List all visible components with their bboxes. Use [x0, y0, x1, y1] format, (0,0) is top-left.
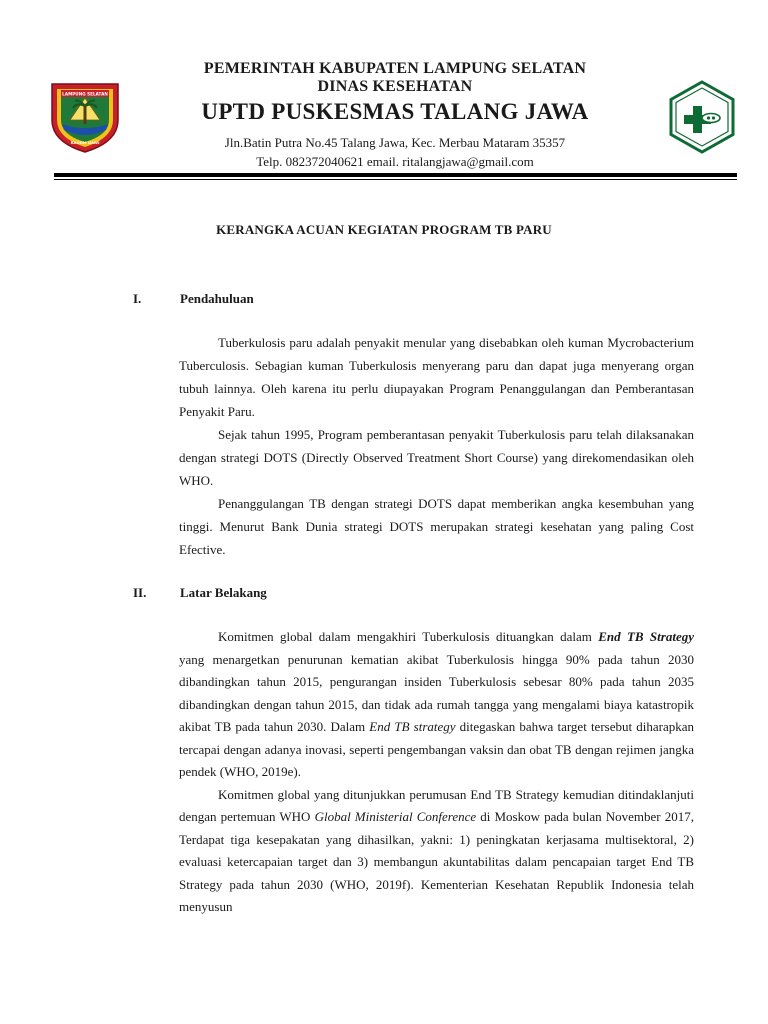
logo-left-top-text: LAMPUNG SELATAN	[62, 91, 108, 97]
section-number: II.	[133, 585, 147, 600]
paragraph: Tuberkulosis paru adalah penyakit menular yang disebabkan oleh kuman Mycrobacterium Tuberculosis. Sebagian kuman Tuberkulosis menyerang paru dan dapat juga menyerang organ tubuh lainnya. Oleh karena itu perlu diupayakan Program Penanggulangan dan Pemberantasan Penyakit Paru.	[179, 335, 694, 419]
text-run: yang menargetkan penurunan kematian akibat Tuberkulosis hingga 90% pada tahun 2030 dibandingkan tahun 2015, pengurangan insiden Tuberkulosis sebesar 80% pada tahun 2035 dibandingkan dengan tahun 2015, dan tidak ada rumah tangga yang mengalami biaya katastropik akibat TB pada tahun 2030. Dalam	[179, 651, 694, 734]
text-run: di Moskow pada bulan November 2017, Terdapat tiga kesepakatan yang dihasilkan, yakni: 1) peningkatan kerjasama multisektoral, 2) evaluasi ketercapaian target dan 3) membangun akuntabilitas dalam pencapaian target End TB Strategy pada tahun 2030 (WHO, 2019f). Kementerian Kesehatan Republik Indonesia telah menyusun	[179, 809, 694, 914]
section-body-pendahuluan	[179, 331, 694, 561]
paragraph: Penanggulangan TB dengan strategi DOTS dapat memberikan angka kesembuhan yang tinggi. Menurut Bank Dunia strategi DOTS merupakan strategi kesehatan yang paling Cost Efective.	[179, 496, 694, 557]
letterhead-divider-thick	[54, 173, 737, 177]
text-run: ditegaskan bahwa target tersebut diharapkan tercapai dengan adanya inovasi, seperti pengembangan vaksin dan obat TB dengan rejimen jangka pendek (WHO, 2019e).	[179, 719, 694, 779]
section-heading-latar-belakang	[133, 585, 267, 601]
contact-line: Telp. 082372040621 email. ritalangjawa@gmail.com	[256, 154, 534, 169]
section-number: I.	[133, 291, 142, 306]
lampung-selatan-emblem-logo	[48, 80, 122, 154]
paragraph: Sejak tahun 1995, Program pemberantasan penyakit Tuberkulosis paru telah dilaksanakan dengan strategi DOTS (Directly Observed Treatment Short Course) yang direkomendasikan oleh WHO.	[179, 427, 694, 488]
paragraph	[179, 784, 694, 919]
text-run: Komitmen global yang ditunjukkan perumusan End TB Strategy kemudian ditindaklanjuti dengan pertemuan WHO	[179, 786, 694, 824]
letterhead	[130, 60, 660, 170]
section-body-latar-belakang	[179, 626, 694, 919]
section-heading-pendahuluan	[133, 291, 254, 307]
text-run: Komitmen global dalam mengakhiri Tuberkulosis dituangkan dalam	[218, 629, 599, 644]
paragraph	[179, 626, 694, 784]
emphasis-text: End TB strategy	[369, 719, 456, 734]
address-line: Jln.Batin Putra No.45 Talang Jawa, Kec. Merbau Mataram 35357	[224, 135, 566, 150]
document-title: KERANGKA ACUAN KEGIATAN PROGRAM TB PARU	[216, 222, 552, 237]
puskesmas-logo	[668, 80, 736, 154]
section-title: Pendahuluan	[180, 291, 254, 306]
emphasis-text: End TB Strategy	[598, 629, 694, 644]
logo-left-bottom-text: RAGOM GAWI	[70, 140, 100, 145]
section-title: Latar Belakang	[180, 585, 267, 600]
department-name: DINAS KESEHATAN	[317, 78, 473, 95]
emphasis-text: Global Ministerial Conference	[314, 809, 477, 824]
letterhead-divider-thin	[54, 179, 737, 180]
government-name: PEMERINTAH KABUPATEN LAMPUNG SELATAN	[203, 60, 587, 77]
institution-title: UPTD PUSKESMAS TALANG JAWA	[201, 99, 589, 124]
